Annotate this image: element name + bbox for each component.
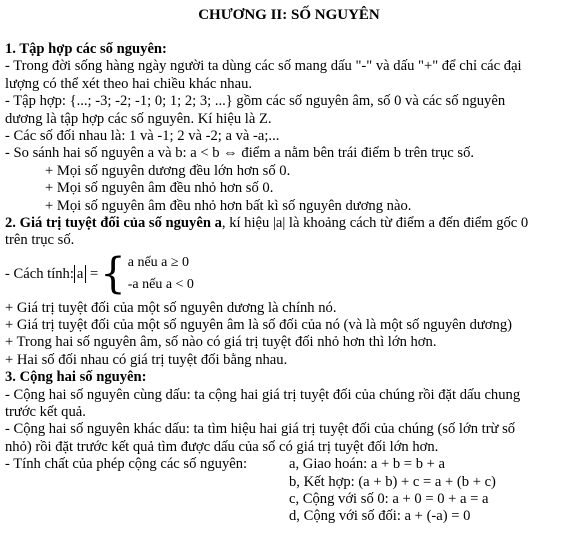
- section-3-heading: 3. Cộng hai số nguyên:: [5, 369, 147, 386]
- property-item: a, Giao hoán: a + b = b + a: [289, 456, 445, 473]
- formula-label: - Cách tính:: [5, 265, 74, 282]
- section-1-bullet: + Mọi số nguyên âm đều nhỏ hơn số 0.: [45, 180, 274, 197]
- absolute-value-formula: [5, 251, 573, 297]
- section-3-line: trước kết quả.: [5, 404, 86, 421]
- section-2-line: + Hai số đối nhau có giá trị tuyệt đối bằng nhau.: [5, 351, 288, 368]
- section-3-line: nhỏ) rồi đặt trước kết quả tìm được dấu của số có giá trị tuyệt đối lớn hơn.: [5, 438, 439, 455]
- section-1-heading: 1. Tập hợp các số nguyên:: [5, 41, 167, 57]
- section-2-line: trên trục số.: [5, 232, 75, 249]
- section-2-line: + Trong hai số nguyên âm, số nào có giá trị tuyệt đối nhỏ hơn thì lớn hơn.: [5, 334, 437, 351]
- section-1-line: - So sánh hai số nguyên a và b: a < b ⇔ điểm a nằm bên trái điểm b trên trục số.: [5, 145, 475, 162]
- property-row: [5, 473, 573, 490]
- section-3-line: - Cộng hai số nguyên cùng dấu: ta cộng hai giá trị tuyệt đối của chúng rồi đặt dấu chung: [5, 386, 521, 403]
- formula-abs-var: a: [74, 265, 86, 283]
- section-1-line: - Trong đời sống hàng ngày người ta dùng các số mang dấu "-" và dấu "+" để chỉ các đại: [5, 58, 522, 75]
- document-page: [5, 0, 573, 525]
- section-2-heading-line: [5, 214, 573, 231]
- formula-cases: [128, 252, 194, 296]
- property-label: - Tính chất của phép cộng các số nguyên:: [5, 456, 248, 473]
- property-row: [5, 490, 573, 507]
- section-2-line: + Giá trị tuyệt đối của một số nguyên âm là số đối của nó (và là một số nguyên dương): [5, 317, 512, 334]
- formula-equals: =: [86, 265, 99, 282]
- section-1-line: lượng có thể xét theo hai chiều khác nhau.: [5, 75, 253, 92]
- formula-case-negative: -a nếu a < 0: [127, 276, 194, 292]
- property-item: b, Kết hợp: (a + b) + c = a + (b + c): [289, 473, 496, 490]
- property-row: [5, 455, 573, 472]
- section-2-heading-rest: , kí hiệu |a| là khoảng cách từ điểm a đến điểm gốc 0: [221, 214, 529, 231]
- property-item: d, Cộng với số đối: a + (-a) = 0: [289, 508, 471, 525]
- property-row: [5, 507, 573, 524]
- formula-case-positive: a nếu a ≥ 0: [127, 254, 190, 270]
- section-2-line: + Giá trị tuyệt đối của một số nguyên dương là chính nó.: [5, 299, 337, 316]
- section-1-line: - Tập hợp: {...; -3; -2; -1; 0; 1; 2; 3; ...} gồm các số nguyên âm, số 0 và các số nguyên: [5, 93, 506, 110]
- section-1-bullet: + Mọi số nguyên dương đều lớn hơn số 0.: [45, 162, 291, 179]
- section-1-bullet: + Mọi số nguyên âm đều nhỏ hơn bất kì số nguyên dương nào.: [45, 197, 412, 214]
- curly-brace-icon: {: [100, 249, 126, 298]
- property-item: c, Cộng với số 0: a + 0 = 0 + a = a: [289, 490, 489, 507]
- chapter-title: CHƯƠNG II: SỐ NGUYÊN: [198, 7, 380, 23]
- section-1-line: dương là tập hợp các số nguyên. Kí hiệu là Z.: [5, 110, 272, 127]
- section-3-line: - Cộng hai số nguyên khác dấu: ta tìm hiệu hai giá trị tuyệt đối của chúng (số lớn trừ số: [5, 421, 516, 438]
- section-1-line: - Các số đối nhau là: 1 và -1; 2 và -2; a và -a;...: [5, 127, 280, 144]
- section-2-heading: 2. Giá trị tuyệt đối của số nguyên a: [5, 214, 222, 231]
